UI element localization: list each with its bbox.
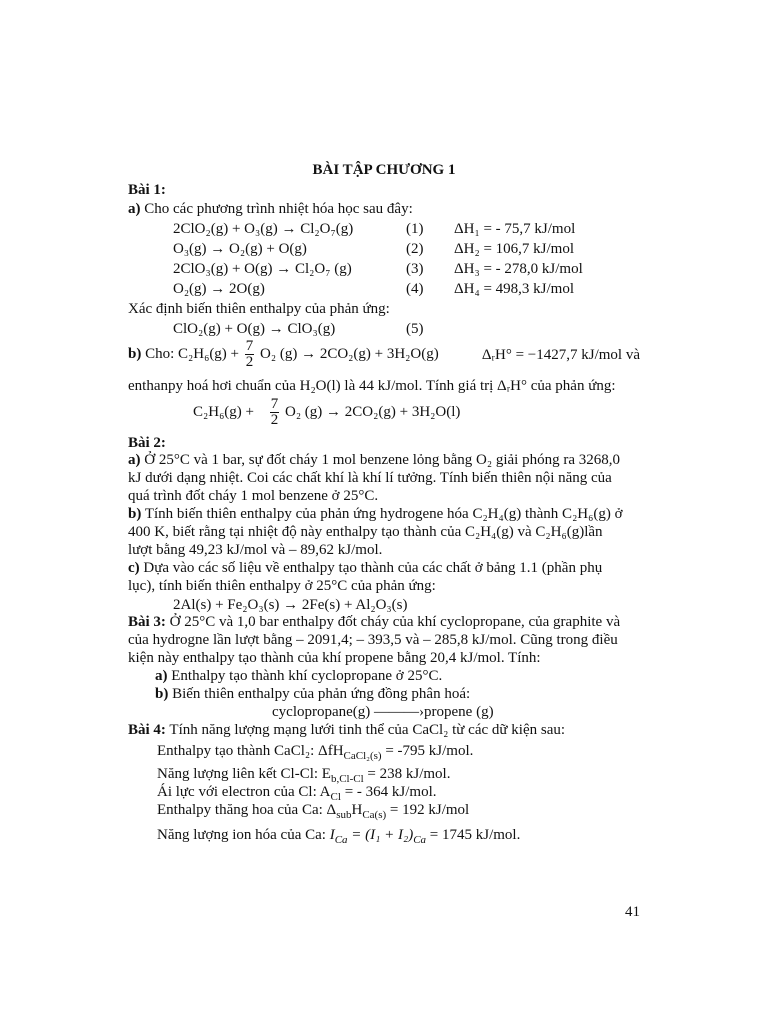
bai2-line-7 <box>128 559 602 578</box>
bai4-item-4 <box>157 801 469 825</box>
bai1-b-eq-left: C₂H₆(g) + <box>193 403 254 420</box>
bai3-a-label: a) <box>155 668 168 684</box>
target-reaction-eq: ClO₂(g) + O(g) → ClO₃(g) <box>173 321 336 337</box>
bai2-a-label: a) <box>128 452 141 468</box>
determine-text: Xác định biến thiên enthalpy của phản ứng: <box>128 301 390 317</box>
bai2-reaction: 2Al(s) + Fe₂O₃(s) → 2Fe(s) + Al₂O₃(s) <box>173 597 408 613</box>
bai4-item-3-sub: Cl <box>330 791 341 803</box>
bai3-line-1 <box>128 613 620 632</box>
bai1-b-line2: enthanpy hoá hơi chuẩn của H₂O(l) là 44 kJ/mol. Tính giá trị ΔᵣH° của phản ứng: <box>128 378 616 394</box>
reaction-3-eq: 2ClO₃(g) + O(g) → Cl₂O₇ (g) <box>173 261 352 277</box>
bai2-line-8: lục), tính biến thiên enthalpy ở 25°C của phản ứng: <box>128 578 436 594</box>
bai2-line-6: lượt bằng 49,23 kJ/mol và – 89,62 kJ/mol. <box>128 542 383 558</box>
bai2-b-text: Tính biến thiên enthalpy của phản ứng hydrogene hóa C₂H₄(g) thành C₂H₆(g) ở <box>144 506 623 522</box>
bai4-item-1-eq: = -795 kJ/mol. <box>381 743 474 759</box>
bai3-line-2: của hydrogne lần lượt bằng – 2091,4; – 393,5 và – 285,8 kJ/mol. Cũng trong điều <box>128 632 618 648</box>
bai4-item-1-sub: CaCl₂(s) <box>343 750 382 762</box>
bai4-intro: Tính năng lượng mạng lưới tinh thể của CaCl₂ từ các dữ kiện sau: <box>169 722 566 738</box>
target-reaction-num: (5) <box>406 321 424 337</box>
bai1-a-text: Cho các phương trình nhiệt hóa học sau đây: <box>144 201 413 217</box>
bai1-b-equation <box>193 397 460 428</box>
reaction-1-dh: ΔH₁ = - 75,7 kJ/mol <box>454 221 576 237</box>
bai2-c-text: Dựa vào các số liệu về enthalpy tạo thành của các chất ở bảng 1.1 (phần phụ <box>143 560 603 576</box>
bai4-item-3-label: Ái lực với electron của Cl: A <box>157 784 331 800</box>
reaction-4-eq: O₂(g) → 2O(g) <box>173 281 265 297</box>
reaction-2-num: (2) <box>406 241 424 257</box>
bai4-item-2-sub: b,Cl-Cl <box>330 773 364 785</box>
bai4-item-5-sub: Ca <box>334 834 348 846</box>
bai2-line-2: kJ dưới dạng nhiệt. Coi các chất khí là khí lí tưởng. Tính biến thiên nội năng của <box>128 470 612 486</box>
bai3-a-text: Enthalpy tạo thành khí cyclopropane ở 25°C. <box>171 668 443 684</box>
bai4-item-5-sub2: Ca <box>413 834 427 846</box>
bai1-a-label: a) <box>128 201 141 217</box>
fraction-numerator: 7 <box>245 338 254 354</box>
bai2-line-1 <box>128 451 620 470</box>
bai4-item-4-h: H <box>351 802 363 818</box>
bai4-item-3-eq: = - 364 kJ/mol. <box>340 784 437 800</box>
reaction-4-num: (4) <box>406 281 424 297</box>
bai4-heading: Bài 4: <box>128 722 166 738</box>
bai3-reaction: cyclopropane(g) ———›propene (g) <box>272 704 494 720</box>
bai3-text-1: Ở 25°C và 1,0 bar enthalpy đốt cháy của khí cyclopropane, của graphite và <box>169 614 621 630</box>
bai1-b-rest: O₂ (g) → 2CO₂(g) + 3H₂O(g) <box>260 345 439 362</box>
bai4-item-4-label: Enthalpy thăng hoa của Ca: <box>157 802 323 818</box>
bai2-c-label: c) <box>128 560 140 576</box>
bai1-b-line1 <box>128 339 439 370</box>
bai4-item-5-label: Năng lượng ion hóa của Ca: <box>157 827 326 843</box>
bai1-heading: Bài 1: <box>128 182 166 198</box>
bai1-b-label: b) <box>128 345 142 362</box>
fraction-seven-halves <box>245 339 255 370</box>
bai3-a-line <box>155 667 442 686</box>
bai1-b-eq-right: O₂ (g) → 2CO₂(g) + 3H₂O(l) <box>285 403 461 420</box>
reaction-1-num: (1) <box>406 221 424 237</box>
bai3-line-3: kiện này enthalpy tạo thành của khí propene bằng 20,4 kJ/mol. Tính: <box>128 650 541 666</box>
bai3-b-line <box>155 685 470 704</box>
reaction-2-eq: O₃(g) → O₂(g) + O(g) <box>173 241 307 257</box>
bai4-item-1-symbol: ΔfH <box>318 743 344 759</box>
reaction-4-dh: ΔH₄ = 498,3 kJ/mol <box>454 281 575 297</box>
bai4-item-1 <box>157 742 473 766</box>
bai4-item-4-sub2: Ca(s) <box>362 809 387 821</box>
reaction-1-eq: 2ClO₂(g) + O₃(g) → Cl₂O₇(g) <box>173 221 354 237</box>
bai1-b-dh: ΔᵣH° = −1427,7 kJ/mol và <box>481 347 640 363</box>
bai3-heading: Bài 3: <box>128 614 166 630</box>
fraction-numerator-2: 7 <box>270 396 279 412</box>
bai4-item-5-symbol: I <box>329 827 335 843</box>
bai1-a-line <box>128 200 413 219</box>
bai2-line-5: 400 K, biết rằng tại nhiệt độ này enthalpy tạo thành của C₂H₄(g) và C₂H₆(g)lần <box>128 524 603 540</box>
bai2-heading: Bài 2: <box>128 435 166 451</box>
bai4-item-4-sub: sub <box>336 809 352 821</box>
reaction-3-num: (3) <box>406 261 424 277</box>
bai3-b-text: Biến thiên enthalpy của phản ứng đồng phân hoá: <box>172 686 471 702</box>
bai4-item-1-label: Enthalpy tạo thành CaCl₂: <box>157 743 315 759</box>
bai4-item-5 <box>157 826 520 850</box>
bai4-item-2-eq: = 238 kJ/mol. <box>363 766 451 782</box>
page-number: 41 <box>625 904 640 920</box>
bai1-b-prefix: Cho: C₂H₆(g) + <box>145 345 240 362</box>
bai4-item-4-value: = 192 kJ/mol <box>386 802 470 818</box>
bai2-line-4 <box>128 505 623 524</box>
fraction-seven-halves-2 <box>270 397 280 428</box>
page-title: BÀI TẬP CHƯƠNG 1 <box>312 162 456 178</box>
bai2-line-3: quá trình đốt cháy 1 mol benzene ở 25°C. <box>128 488 379 504</box>
bai4-item-5-eq: = (I₁ + I₂) <box>347 827 414 843</box>
fraction-denominator-2: 2 <box>270 412 279 428</box>
bai4-line-1 <box>128 721 565 740</box>
bai4-item-4-delta: Δ <box>326 802 337 818</box>
bai4-item-2-label: Năng lượng liên kết Cl-Cl: E <box>157 766 331 782</box>
reaction-2-dh: ΔH₂ = 106,7 kJ/mol <box>454 241 575 257</box>
bai4-item-5-value: = 1745 kJ/mol. <box>426 827 521 843</box>
bai3-b-label: b) <box>155 686 169 702</box>
bai2-b-label: b) <box>128 506 142 522</box>
fraction-denominator: 2 <box>245 354 254 370</box>
reaction-3-dh: ΔH₃ = - 278,0 kJ/mol <box>454 261 583 277</box>
bai2-a-text: Ở 25°C và 1 bar, sự đốt cháy 1 mol benzene lỏng bằng O₂ giải phóng ra 3268,0 <box>144 452 620 468</box>
